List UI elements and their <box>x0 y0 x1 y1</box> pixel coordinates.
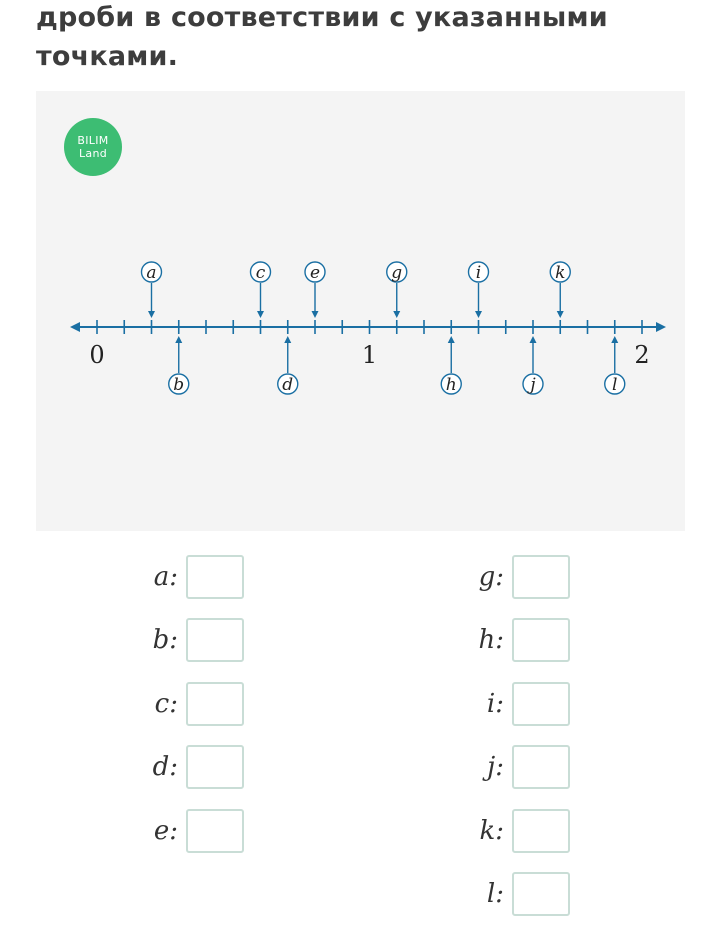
number-label-1: 1 <box>361 341 378 369</box>
number-line-figure <box>36 91 685 531</box>
point-label-a: a <box>146 263 157 283</box>
answer-label-b: b: <box>152 625 178 656</box>
answer-input-a[interactable] <box>186 555 244 599</box>
answer-label-c: c: <box>154 688 178 719</box>
point-label-j: j <box>530 375 536 395</box>
answer-label-i: i: <box>486 688 504 719</box>
point-label-k: k <box>555 263 566 283</box>
answer-label-g: g: <box>478 562 504 592</box>
answer-input-d[interactable] <box>186 745 244 789</box>
answer-input-c[interactable] <box>186 682 244 726</box>
answer-input-i[interactable] <box>512 682 570 726</box>
point-arrowhead-e <box>312 311 319 318</box>
answer-input-l[interactable] <box>512 872 570 916</box>
point-label-b: b <box>173 375 185 395</box>
point-arrowhead-i <box>475 311 482 318</box>
number-line <box>36 91 685 531</box>
point-label-c: c <box>255 263 266 283</box>
answer-input-b[interactable] <box>186 618 244 662</box>
point-label-i: i <box>475 263 482 283</box>
answer-label-j: j: <box>487 752 504 783</box>
answer-label-k: k: <box>479 815 504 846</box>
answer-input-h[interactable] <box>512 618 570 662</box>
answer-label-a: a: <box>153 562 178 592</box>
question-title: дроби в соответствии с указанными точками. <box>36 2 608 72</box>
point-arrowhead-l <box>611 336 618 343</box>
answer-label-l: l: <box>486 879 504 909</box>
point-arrowhead-a <box>148 311 155 318</box>
answer-input-k[interactable] <box>512 809 570 853</box>
axis-arrow-right <box>656 322 666 332</box>
answer-input-e[interactable] <box>186 809 244 853</box>
number-label-0: 0 <box>89 341 105 369</box>
axis-arrow-left <box>70 322 80 332</box>
point-label-l: l <box>612 375 618 395</box>
point-arrowhead-j <box>530 336 537 343</box>
point-label-h: h <box>445 375 457 395</box>
logo-line-1: BILIM <box>77 134 109 147</box>
point-arrowhead-h <box>448 336 455 343</box>
answer-input-g[interactable] <box>512 555 570 599</box>
point-label-g: g <box>391 263 403 283</box>
logo-line-2: Land <box>78 147 108 160</box>
answer-label-d: d: <box>152 752 178 783</box>
point-arrowhead-c <box>257 311 264 318</box>
point-label-d: d <box>282 375 294 395</box>
answer-input-j[interactable] <box>512 745 570 789</box>
point-label-e: e <box>309 263 321 283</box>
point-arrowhead-d <box>284 336 291 343</box>
number-label-2: 2 <box>634 341 650 369</box>
point-arrowhead-k <box>557 311 564 318</box>
point-arrowhead-b <box>175 336 182 343</box>
answer-label-h: h: <box>478 625 504 656</box>
point-arrowhead-g <box>393 311 400 318</box>
answer-label-e: e: <box>153 815 178 846</box>
